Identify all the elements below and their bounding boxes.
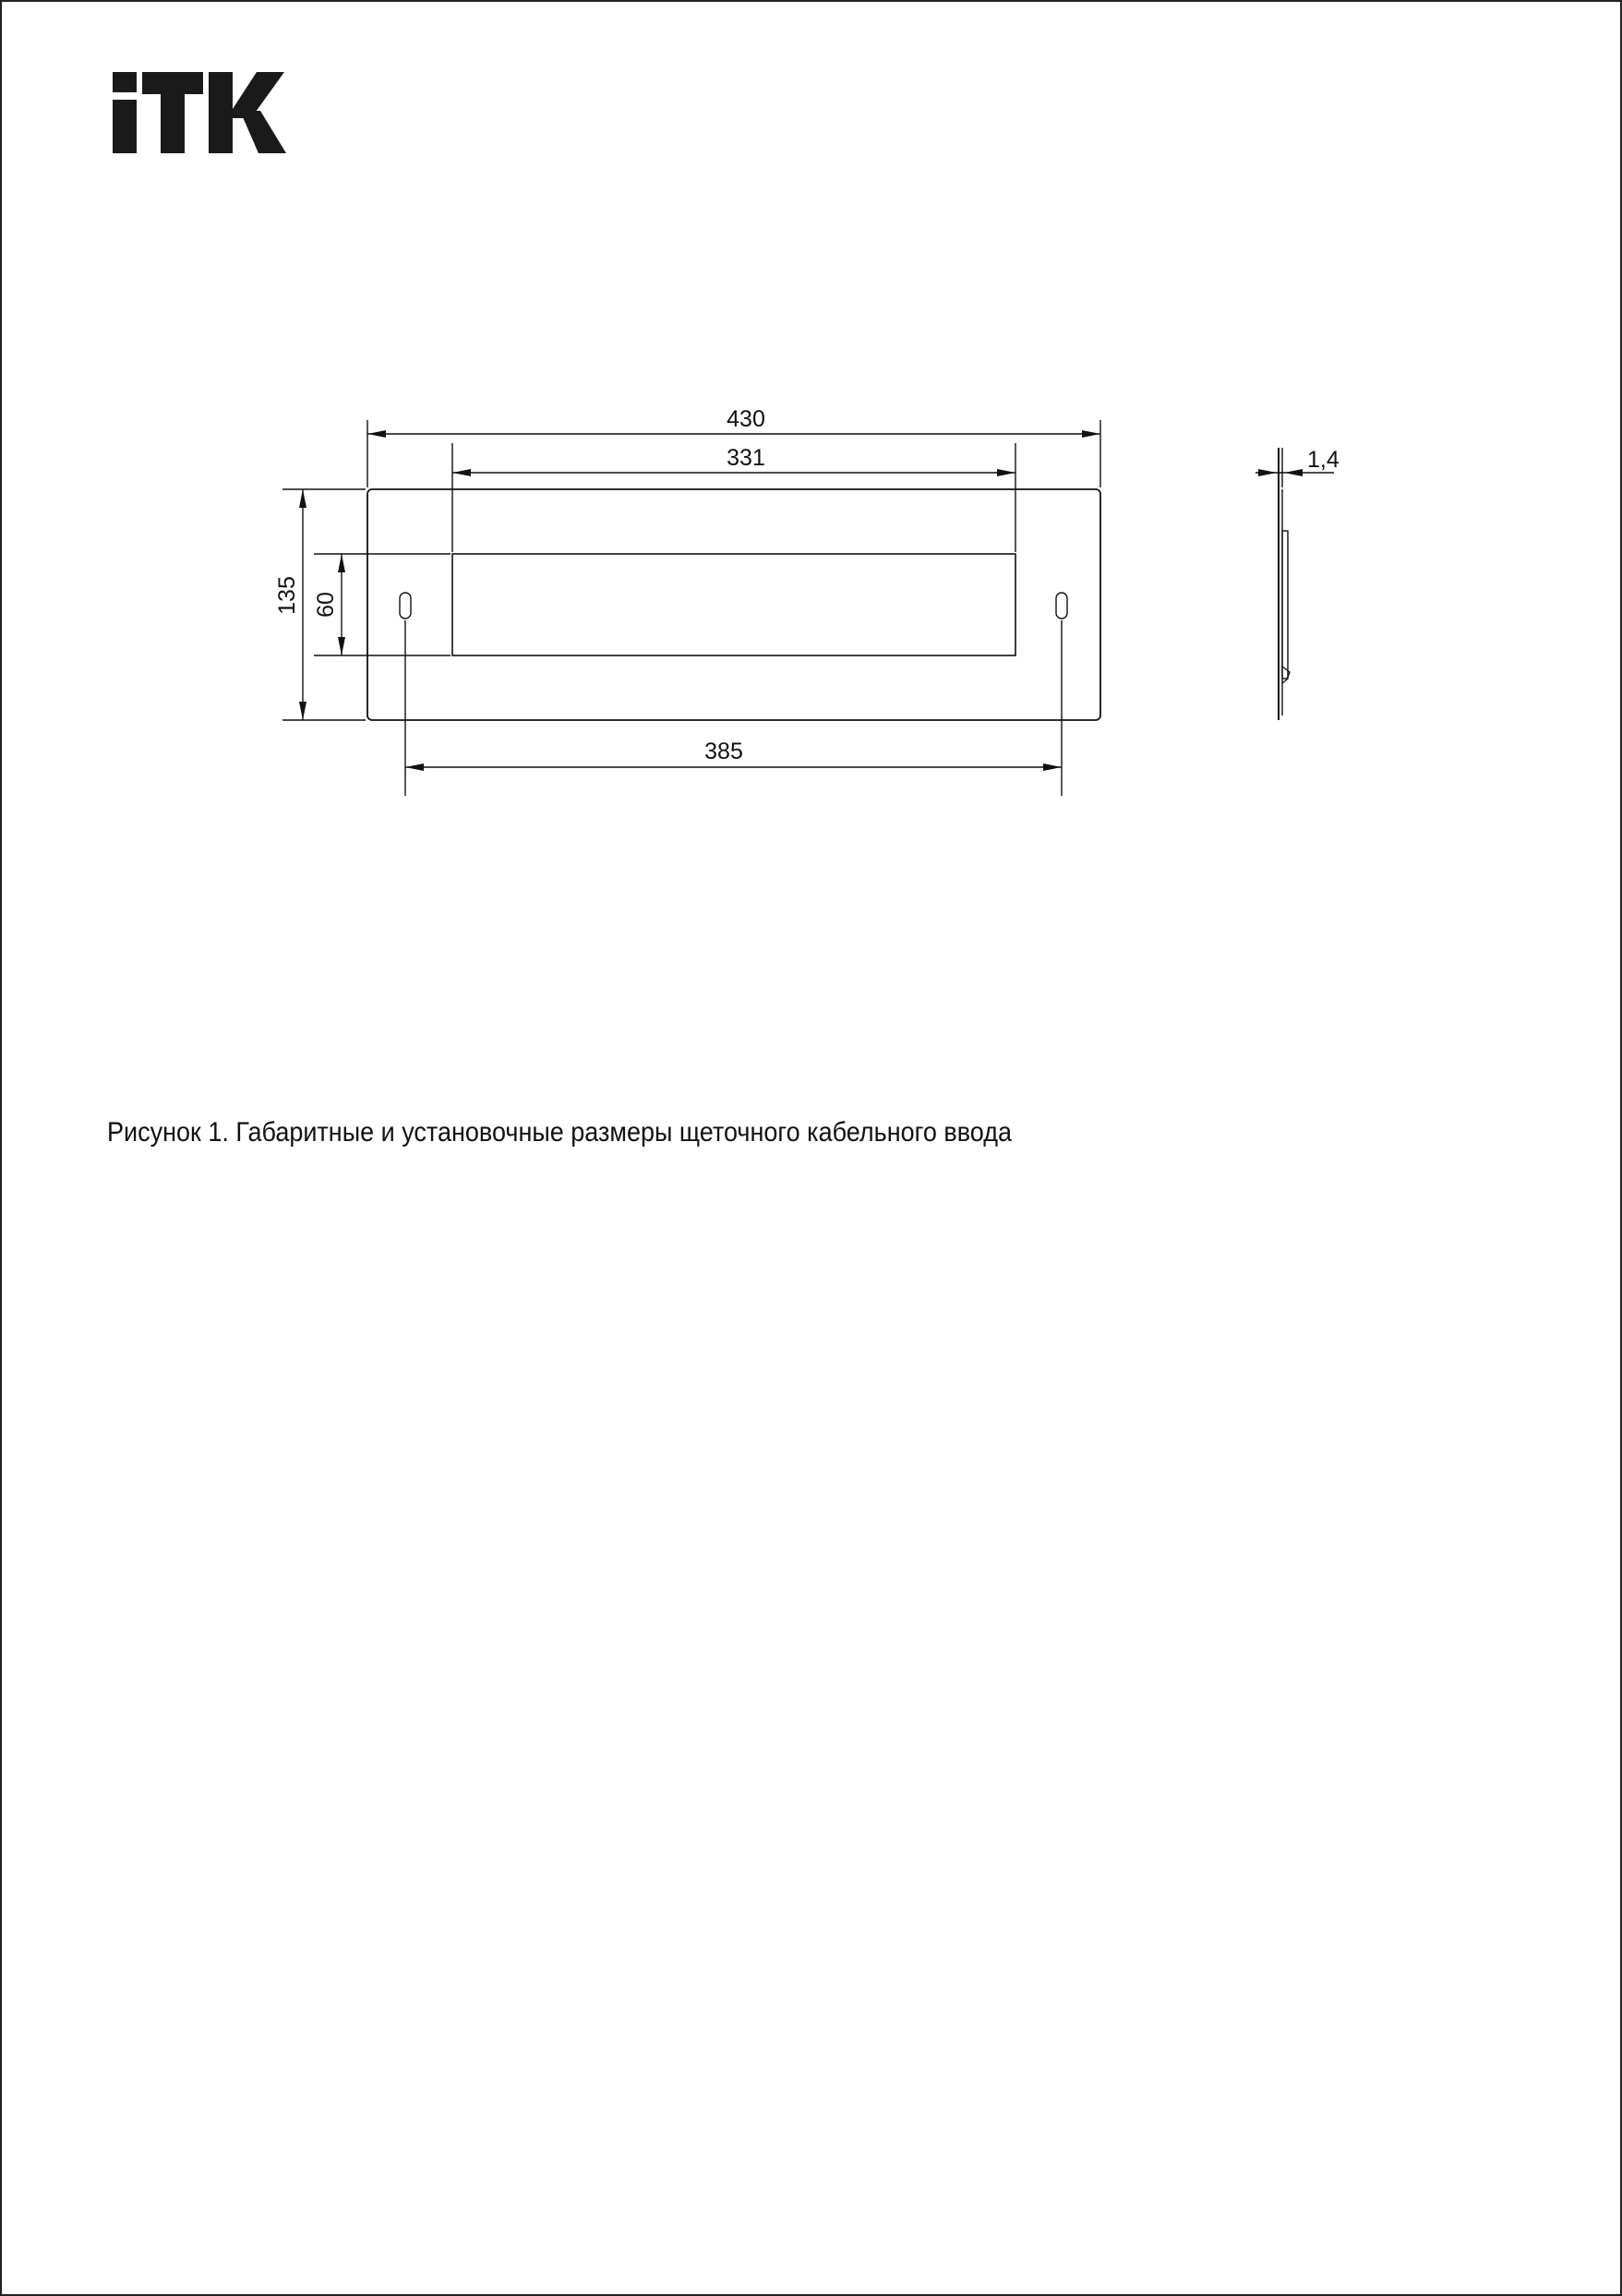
arrowhead (299, 489, 306, 508)
arrowhead (1284, 469, 1303, 476)
dim-label-385: 385 (704, 739, 743, 764)
arrowhead (1043, 763, 1062, 771)
dim-label-135: 135 (274, 576, 300, 615)
arrowhead (1082, 430, 1100, 438)
arrowhead (299, 702, 306, 720)
arrowhead (405, 763, 424, 771)
dim-label-430: 430 (727, 406, 765, 432)
mount-slot-right (1056, 593, 1067, 619)
arrowhead (1258, 469, 1277, 476)
side-view-hook (1282, 667, 1290, 683)
dim-label-60: 60 (313, 592, 339, 618)
arrowhead (338, 554, 345, 572)
arrowhead (367, 430, 386, 438)
side-view-brush (1282, 531, 1288, 679)
dim-label-1-4: 1,4 (1307, 447, 1340, 473)
arrowhead (338, 637, 345, 655)
arrowhead (452, 469, 471, 476)
dim-label-331: 331 (727, 445, 765, 471)
figure-caption: Рисунок 1. Габаритные и установочные размеры щеточного кабельного ввода (107, 1117, 1012, 1148)
mount-slot-left (400, 593, 411, 619)
technical-drawing (0, 0, 1622, 923)
plate-outline (367, 489, 1100, 720)
arrowhead (997, 469, 1015, 476)
cable-opening (452, 554, 1015, 655)
